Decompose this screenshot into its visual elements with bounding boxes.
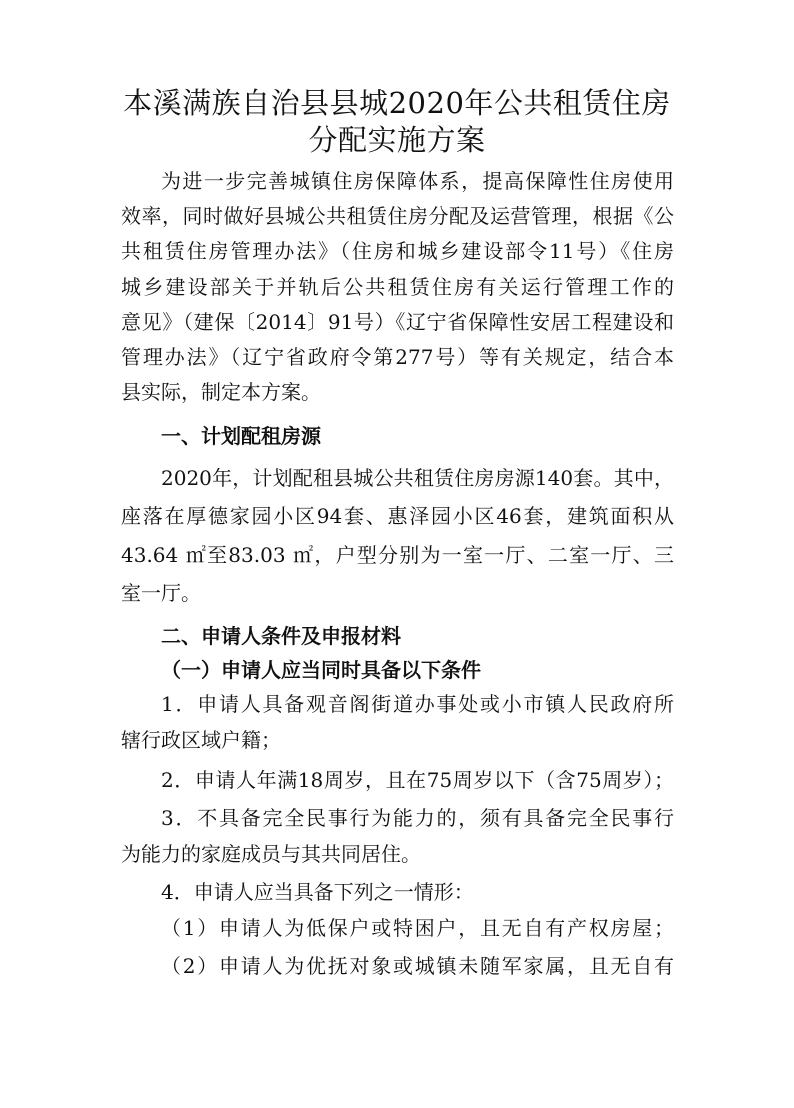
item-1-line-2: 辖行政区域户籍； — [121, 728, 281, 752]
intro-line-2: 效率，同时做好县城公共租赁住房分配及运营管理，根据《公 — [121, 204, 674, 228]
intro-line-6: 管理办法》（辽宁省政府令第277号）等有关规定，结合本 — [121, 345, 674, 369]
section-1-line-2: 座落在厚德家园小区94套、惠泽园小区46套，建筑面积从 — [121, 504, 674, 528]
section-1-line-3: 43.64 ㎡至83.03 ㎡，户型分别为一室一厅、二室一厅、三 — [121, 543, 674, 567]
item-3-line-2: 为能力的家庭成员与其共同居住。 — [121, 842, 421, 866]
item-2: 2．申请人年满18周岁，且在75周岁以下（含75周岁）； — [161, 768, 674, 792]
intro-line-4: 城乡建设部关于并轨后公共租赁住房有关运行管理工作的 — [121, 275, 674, 299]
subsection-1-heading: （一）申请人应当同时具备以下条件 — [161, 658, 481, 682]
intro-line-1: 为进一步完善城镇住房保障体系，提高保障性住房使用 — [161, 169, 674, 193]
item-4: 4．申请人应当具备下列之一情形： — [161, 880, 474, 904]
item-1-line-1: 1．申请人具备观音阁街道办事处或小市镇人民政府所 — [161, 692, 674, 716]
section-2-heading: 二、申请人条件及申报材料 — [161, 624, 401, 648]
intro-line-5: 意见》（建保〔2014〕91号）《辽宁省保障性安居工程建设和 — [121, 310, 674, 334]
item-4-sub-2: （2）申请人为优抚对象或城镇未随军家属，且无自有 — [161, 954, 674, 978]
section-1-line-4: 室一厅。 — [121, 581, 201, 605]
item-4-sub-1: （1）申请人为低保户或特困户，且无自有产权房屋； — [161, 916, 674, 940]
intro-line-3: 共租赁住房管理办法》（住房和城乡建设部令11号）《住房 — [121, 239, 674, 263]
section-1-line-1: 2020年，计划配租县城公共租赁住房房源140套。其中， — [161, 466, 674, 490]
section-1-heading: 一、计划配租房源 — [161, 424, 321, 448]
item-3-line-1: 3．不具备完全民事行为能力的，须有具备完全民事行 — [161, 806, 674, 830]
document-title-line-2: 分配实施方案 — [308, 123, 486, 157]
intro-line-7: 县实际，制定本方案。 — [121, 380, 321, 404]
document-title-line-1: 本溪满族自治县县城2020年公共租赁住房 — [123, 86, 671, 120]
